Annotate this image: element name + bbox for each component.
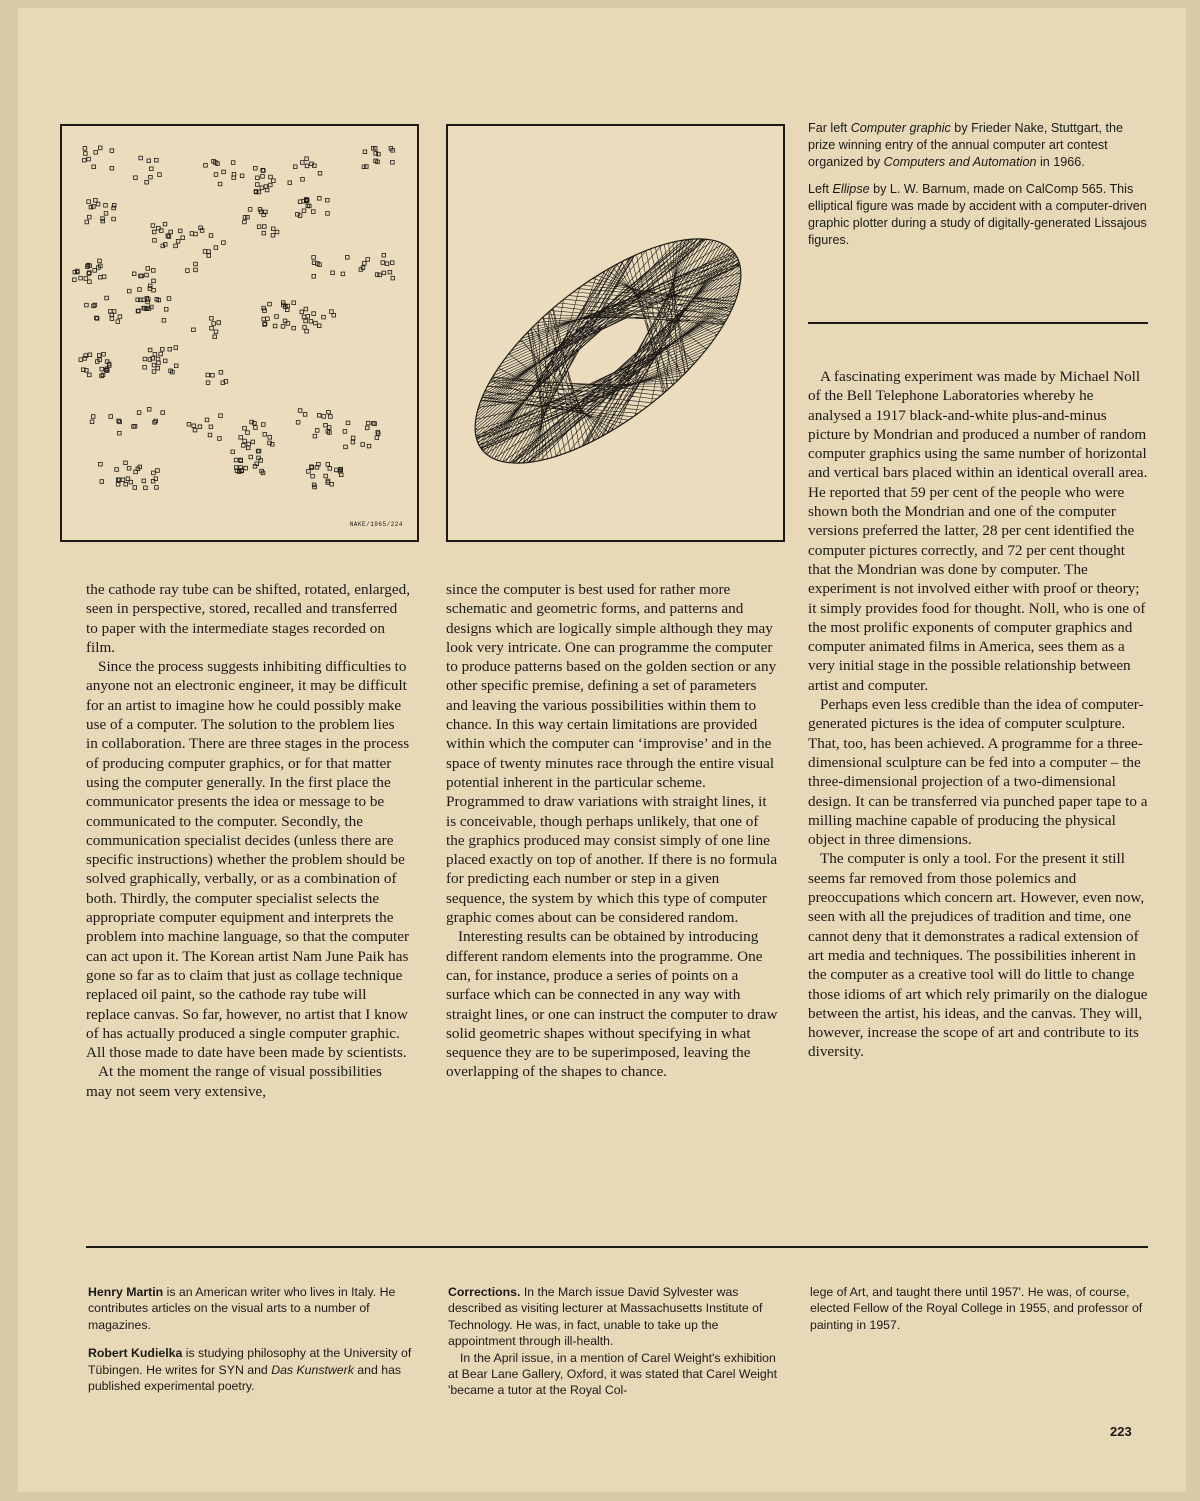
pattern-square bbox=[269, 183, 273, 187]
pattern-square bbox=[232, 176, 236, 180]
pattern-square bbox=[168, 347, 172, 351]
pattern-square bbox=[112, 217, 116, 221]
pattern-square bbox=[311, 474, 315, 478]
pattern-square bbox=[243, 426, 247, 430]
pattern-square bbox=[300, 310, 304, 314]
pattern-square bbox=[304, 307, 308, 311]
pattern-square bbox=[385, 262, 389, 266]
pattern-square bbox=[154, 419, 158, 423]
pattern-square bbox=[152, 269, 156, 273]
pattern-square bbox=[98, 146, 102, 150]
figure-ellipse-barnum bbox=[446, 124, 785, 542]
pattern-square bbox=[330, 310, 334, 314]
pattern-square bbox=[247, 442, 251, 446]
pattern-square bbox=[331, 271, 335, 275]
pattern-square bbox=[104, 204, 108, 208]
pattern-square bbox=[153, 421, 157, 425]
pattern-square bbox=[83, 147, 87, 151]
pattern-square bbox=[324, 423, 328, 427]
pattern-square bbox=[110, 149, 114, 153]
pattern-square bbox=[213, 335, 217, 339]
pattern-square bbox=[152, 471, 156, 475]
paragraph: Since the process suggests inhibiting difficulties to anyone not an electronic engineer, it may be difficult for an artist to imagine how he could possibly make use of a computer. The solution to the problem lies in collaboration. There are three stages in the process of producing computer graphics, or for that matter using the computer generally. In the first place the communicator presents the idea or message to be communicated to the computer. Secondly, the communication specialist decides (unless there are specific instructions) whether the problem should be solved graphically, verbally, or as a combination of both. Thirdly, the computer specialist selects the appropriate computer equipment and interprets the problem into machine language, so that the computer can act upon it. The Korean artist Nam June Paik has gone so far as to claim that just as collage technique replaced oil paint, so the cathode ray tube will replace canvas. So far, however, no artist that I know of has actually produced a single computer graphic. All those made to date have been made by scientists. bbox=[86, 658, 410, 1062]
pattern-square bbox=[382, 271, 386, 275]
pattern-square bbox=[124, 482, 128, 486]
pattern-square bbox=[391, 276, 395, 280]
pattern-square bbox=[322, 415, 326, 419]
pattern-square bbox=[137, 411, 141, 415]
pattern-square bbox=[162, 319, 166, 323]
paragraph: since the computer is best used for rather more schematic and geometric forms, and patterns and designs which are logically simple although they may look very intricate. One can programme the computer to produce patterns based on the golden section or any other specific premise, defining a set of parameters and leaving the various possibilities within them to chance. In this way certain limitations are provided within which the computer can ‘improvise’ and in the space of twenty minutes race through the entire visual potential inherent in the particular scheme. Programmed to draw variations with straight lines, it is conceivable, though perhaps unlikely, that one of the graphics produced may consist simply of one line placed exactly on top of another. If there is no formula for predicting each number or step in a given sequence, the system by which this type of computer graphic comes about can be considered random. bbox=[446, 581, 778, 927]
page-number: 223 bbox=[1110, 1424, 1132, 1439]
pattern-square bbox=[313, 434, 317, 438]
pattern-square bbox=[142, 479, 146, 483]
pattern-square bbox=[254, 426, 258, 430]
pattern-square bbox=[145, 273, 149, 277]
pattern-square bbox=[335, 468, 339, 472]
pattern-square bbox=[87, 157, 91, 161]
pattern-square bbox=[326, 198, 330, 202]
pattern-square bbox=[324, 474, 328, 478]
pattern-square bbox=[152, 288, 156, 292]
pattern-square bbox=[79, 358, 83, 362]
pattern-square bbox=[281, 325, 285, 329]
pattern-square bbox=[88, 215, 92, 219]
figure-computer-graphic-nake bbox=[60, 124, 419, 542]
lissajous-ellipse-drawing bbox=[448, 126, 783, 540]
pattern-square bbox=[326, 212, 330, 216]
pattern-square bbox=[152, 370, 156, 374]
pattern-square bbox=[317, 324, 321, 328]
pattern-square bbox=[242, 444, 246, 448]
pattern-square bbox=[118, 431, 122, 435]
pattern-square bbox=[312, 256, 316, 260]
pattern-square bbox=[90, 420, 94, 424]
pattern-square bbox=[244, 466, 248, 470]
pattern-square bbox=[266, 317, 270, 321]
pattern-square bbox=[73, 270, 77, 274]
pattern-square bbox=[344, 445, 348, 449]
pattern-square bbox=[110, 317, 114, 321]
pattern-square bbox=[256, 183, 260, 187]
pattern-square bbox=[366, 421, 370, 425]
pattern-square bbox=[206, 373, 210, 377]
pattern-square bbox=[94, 151, 98, 155]
pattern-square bbox=[110, 166, 114, 170]
pattern-square bbox=[163, 359, 167, 363]
pattern-square bbox=[174, 346, 178, 350]
pattern-square bbox=[204, 164, 208, 168]
pattern-square bbox=[246, 431, 250, 435]
pattern-square bbox=[121, 478, 125, 482]
pattern-square bbox=[139, 274, 143, 278]
contributors-notes bbox=[88, 1284, 418, 1406]
ellipse-outline bbox=[448, 199, 776, 503]
pattern-square bbox=[388, 270, 392, 274]
pattern-square bbox=[205, 418, 209, 422]
pattern-square bbox=[314, 321, 318, 325]
pattern-square bbox=[92, 165, 96, 169]
pattern-square bbox=[272, 179, 276, 183]
pattern-square bbox=[309, 320, 313, 324]
pattern-square bbox=[248, 208, 252, 212]
pattern-square bbox=[194, 268, 198, 272]
pattern-square bbox=[262, 317, 266, 321]
pattern-square bbox=[105, 296, 109, 300]
pattern-square bbox=[96, 202, 100, 206]
paragraph: The computer is only a tool. For the present it still seems far removed from those polemics and preoccupations which concern art. However, even now, seen with all the prejudices of tradition and time, one cannot deny that it demonstrates a radical extension of art media and techniques. The possibilities inherent in the computer as a creative tool will do little to change those idioms of art which rely primarily on the dialogue between the artist, his ideas, and the canvas. They will, however, increase the scope of art and contribute to its diversity. bbox=[808, 850, 1148, 1061]
pattern-square bbox=[186, 269, 190, 273]
pattern-square bbox=[203, 250, 207, 254]
pattern-square bbox=[181, 236, 185, 240]
pattern-square bbox=[256, 176, 260, 180]
footer-divider bbox=[86, 1246, 1148, 1248]
pattern-square bbox=[124, 461, 128, 465]
pattern-square bbox=[346, 421, 350, 425]
pattern-square bbox=[211, 373, 215, 377]
pattern-square bbox=[193, 428, 197, 432]
pattern-square bbox=[219, 371, 223, 375]
pattern-square bbox=[194, 232, 198, 236]
pattern-square bbox=[219, 414, 223, 418]
pattern-square bbox=[218, 182, 222, 186]
pattern-square bbox=[327, 426, 331, 430]
pattern-square bbox=[312, 275, 316, 279]
pattern-square bbox=[218, 437, 222, 441]
pattern-square bbox=[361, 443, 365, 447]
pattern-square bbox=[84, 277, 88, 281]
paragraph: A fascinating experiment was made by Michael Noll of the Bell Telephone Laboratories whereby he analysed a 1917 black-and-white plus-and-minus picture by Mondrian and produced a number of random computer graphics using the same number of horizontal and vertical bars placed within an identical overall area. He reported that 59 per cent of the people who were shown both the Mondrian and one of the computer versions preferred the latter, 28 per cent identified the computer pictures correctly, and 72 per cent thought that the Mondrian was done by computer. The experiment is not involved either with proof or theory; it simply provides food for thought. Noll, who is one of the most prolific exponents of computer graphics and computer animated films in America, sees them as a very initial stage in the possible relationship between artist and computer. bbox=[808, 368, 1148, 694]
pattern-square bbox=[127, 466, 131, 470]
pattern-square bbox=[152, 363, 156, 367]
pattern-square bbox=[88, 373, 92, 377]
pattern-square bbox=[222, 241, 226, 245]
figure-signature: NAKE/1965/224 bbox=[349, 521, 403, 528]
pattern-square bbox=[214, 246, 218, 250]
pattern-square bbox=[268, 436, 272, 440]
pattern-square bbox=[151, 224, 155, 228]
paragraph: At the moment the range of visual possibilities may not seem very extensive, bbox=[86, 1063, 382, 1100]
pattern-square bbox=[148, 348, 152, 352]
pattern-square bbox=[138, 288, 142, 292]
pattern-square bbox=[234, 458, 238, 462]
correction-april: In the April issue, in a mention of Carel Weight's exhibition at Bear Lane Gallery, Oxford, it was stated that Carel Weight 'became a tutor at the Royal Col- bbox=[448, 1350, 777, 1398]
pattern-square bbox=[174, 244, 178, 248]
pattern-square bbox=[76, 270, 80, 274]
pattern-square bbox=[198, 425, 202, 429]
pattern-square bbox=[246, 446, 250, 450]
pattern-square bbox=[288, 181, 292, 185]
pattern-square bbox=[273, 324, 277, 328]
pattern-square bbox=[257, 456, 261, 460]
pattern-square bbox=[118, 315, 122, 319]
pattern-square bbox=[305, 329, 309, 333]
pattern-square bbox=[207, 250, 211, 254]
pattern-square bbox=[83, 158, 87, 162]
pattern-square bbox=[210, 326, 214, 330]
pattern-square bbox=[363, 262, 367, 266]
caption-nake: Far left Computer graphic by Frieder Nake, Stuttgart, the prize winning entry of the annual computer art contest organized by Computers and Automation in 1966. bbox=[808, 121, 1124, 169]
pattern-square bbox=[303, 326, 307, 330]
pattern-square bbox=[139, 156, 143, 160]
pattern-square bbox=[312, 210, 316, 214]
corrections-continued bbox=[810, 1284, 1148, 1345]
pattern-square bbox=[332, 313, 336, 317]
pattern-square bbox=[132, 272, 136, 276]
body-column-3 bbox=[808, 367, 1148, 1062]
pattern-square bbox=[312, 312, 316, 316]
pattern-square bbox=[298, 200, 302, 204]
pattern-square bbox=[158, 173, 162, 177]
pattern-square bbox=[306, 315, 310, 319]
pattern-square bbox=[178, 229, 182, 233]
pattern-square bbox=[269, 175, 273, 179]
pattern-square bbox=[100, 367, 104, 371]
pattern-square bbox=[116, 483, 120, 487]
pattern-square bbox=[231, 450, 235, 454]
pattern-square bbox=[161, 411, 165, 415]
pattern-square bbox=[94, 199, 98, 203]
pattern-square bbox=[79, 276, 83, 280]
pattern-square bbox=[243, 220, 247, 224]
nake-square-pattern bbox=[62, 126, 417, 540]
pattern-square bbox=[102, 275, 106, 279]
pattern-square bbox=[271, 233, 275, 237]
pattern-square bbox=[128, 289, 132, 293]
pattern-square bbox=[100, 480, 104, 484]
contributor-kudielka: Robert Kudielka is studying philosophy at the University of Tübingen. He writes for SYN and Das Kunstwerk and has published experimental poetry. bbox=[88, 1346, 412, 1394]
pattern-square bbox=[301, 161, 305, 165]
pattern-square bbox=[318, 197, 322, 201]
pattern-square bbox=[275, 230, 279, 234]
pattern-square bbox=[231, 161, 235, 165]
pattern-square bbox=[104, 212, 108, 216]
pattern-square bbox=[167, 297, 171, 301]
pattern-square bbox=[146, 267, 150, 271]
pattern-square bbox=[391, 161, 395, 165]
pattern-square bbox=[322, 315, 326, 319]
pattern-square bbox=[206, 381, 210, 385]
corrections-notes bbox=[448, 1284, 782, 1411]
pattern-square bbox=[156, 366, 160, 370]
pattern-square bbox=[161, 348, 165, 352]
pattern-square bbox=[163, 222, 167, 226]
pattern-square bbox=[156, 469, 160, 473]
pattern-square bbox=[293, 165, 297, 169]
pattern-square bbox=[305, 157, 309, 161]
pattern-square bbox=[143, 357, 147, 361]
body-column-2 bbox=[446, 580, 778, 1082]
pattern-square bbox=[296, 421, 300, 425]
caption-divider bbox=[808, 322, 1148, 324]
pattern-square bbox=[263, 225, 267, 229]
pattern-square bbox=[88, 353, 92, 357]
pattern-square bbox=[166, 234, 170, 238]
pattern-square bbox=[303, 413, 307, 417]
pattern-square bbox=[263, 433, 267, 437]
pattern-square bbox=[304, 319, 308, 323]
pattern-square bbox=[302, 209, 306, 213]
pattern-square bbox=[214, 173, 218, 177]
pattern-square bbox=[169, 230, 173, 234]
pattern-square bbox=[187, 422, 191, 426]
pattern-square bbox=[159, 352, 163, 356]
pattern-square bbox=[339, 473, 343, 477]
pattern-square bbox=[98, 259, 102, 263]
pattern-square bbox=[99, 462, 103, 466]
pattern-square bbox=[133, 486, 137, 490]
pattern-square bbox=[192, 424, 196, 428]
pattern-square bbox=[102, 352, 106, 356]
pattern-square bbox=[97, 354, 101, 358]
ellipse-chords bbox=[475, 239, 741, 463]
pattern-square bbox=[261, 175, 265, 179]
pattern-square bbox=[190, 232, 194, 236]
pattern-square bbox=[87, 200, 91, 204]
pattern-square bbox=[152, 230, 156, 234]
pattern-square bbox=[85, 220, 89, 224]
pattern-square bbox=[73, 278, 77, 282]
pattern-square bbox=[302, 315, 306, 319]
pattern-square bbox=[153, 353, 157, 357]
pattern-square bbox=[260, 186, 264, 190]
pattern-square bbox=[194, 262, 198, 266]
pattern-square bbox=[329, 415, 333, 419]
body-column-1 bbox=[86, 580, 410, 1101]
pattern-square bbox=[222, 170, 226, 174]
pattern-square bbox=[147, 159, 151, 163]
pattern-square bbox=[317, 414, 321, 418]
pattern-square bbox=[292, 301, 296, 305]
pattern-square bbox=[150, 167, 154, 171]
pattern-square bbox=[214, 330, 218, 334]
pattern-square bbox=[145, 180, 149, 184]
pattern-square bbox=[174, 364, 178, 368]
pattern-square bbox=[155, 486, 159, 490]
paragraph: Perhaps even less credible than the idea of computer-generated pictures is the idea of computer sculpture. That, too, has been achieved. A programme for a three-dimensional sculpture can be fed into a computer – the three-dimensional projection of a two-dimensional design. It can be transferred via punched paper tape to a milling machine capable of producing the physical object in three dimensions. bbox=[808, 696, 1148, 849]
figure-caption bbox=[808, 120, 1148, 259]
pattern-square bbox=[147, 408, 151, 412]
pattern-square bbox=[251, 440, 255, 444]
pattern-square bbox=[208, 433, 212, 437]
pattern-square bbox=[351, 440, 355, 444]
pattern-square bbox=[144, 486, 148, 490]
pattern-square bbox=[149, 175, 153, 179]
pattern-square bbox=[91, 415, 95, 419]
pattern-square bbox=[301, 178, 305, 182]
pattern-square bbox=[210, 317, 214, 321]
pattern-square bbox=[99, 275, 103, 279]
pattern-square bbox=[363, 150, 367, 154]
pattern-square bbox=[367, 444, 371, 448]
pattern-square bbox=[327, 410, 331, 414]
pattern-square bbox=[76, 269, 80, 273]
pattern-square bbox=[254, 166, 258, 170]
pattern-square bbox=[115, 468, 119, 472]
pattern-square bbox=[275, 315, 279, 319]
caption-barnum: Left Ellipse by L. W. Barnum, made on CalComp 565. This elliptical figure was made by accident with a computer-driven graphic plotter during a study of digitally-generated Lissajous figures. bbox=[808, 182, 1147, 247]
pattern-square bbox=[259, 459, 263, 463]
pattern-square bbox=[268, 302, 272, 306]
pattern-square bbox=[207, 254, 211, 258]
paragraph: the cathode ray tube can be shifted, rotated, enlarged, seen in perspective, stored, recalled and transferred to paper with the intermediate stages recorded on film. bbox=[86, 581, 411, 656]
pattern-square bbox=[167, 235, 171, 239]
pattern-square bbox=[109, 415, 113, 419]
pattern-square bbox=[192, 328, 196, 332]
pattern-square bbox=[328, 467, 332, 471]
pattern-square bbox=[84, 152, 88, 156]
pattern-square bbox=[258, 208, 262, 212]
pattern-square bbox=[152, 279, 156, 283]
pattern-square bbox=[318, 172, 322, 176]
contributor-martin: Henry Martin is an American writer who lives in Italy. He contributes articles on the visual arts to a number of magazines. bbox=[88, 1285, 396, 1332]
pattern-square bbox=[326, 463, 330, 467]
pattern-square bbox=[85, 303, 89, 307]
pattern-square bbox=[243, 439, 247, 443]
pattern-square bbox=[212, 322, 216, 326]
pattern-square bbox=[346, 256, 350, 260]
pattern-square bbox=[292, 326, 296, 330]
pattern-square bbox=[239, 436, 243, 440]
pattern-square bbox=[217, 321, 221, 325]
pattern-square bbox=[365, 426, 369, 430]
pattern-square bbox=[307, 470, 311, 474]
pattern-square bbox=[262, 231, 266, 235]
pattern-square bbox=[305, 164, 309, 168]
pattern-square bbox=[140, 274, 144, 278]
pattern-square bbox=[153, 239, 157, 243]
pattern-square bbox=[315, 429, 319, 433]
pattern-square bbox=[341, 272, 345, 276]
pattern-square bbox=[93, 269, 97, 273]
pattern-square bbox=[156, 357, 160, 361]
paragraph: Interesting results can be obtained by introducing different random elements into the programme. One can, for instance, produce a series of points on a surface which can be connected in any way with straight lines, or one can instruct the computer to draw solid geometric shapes without specifying in what sequence they are to be superimposed, leaving the overlapping of the shapes to chance. bbox=[446, 928, 778, 1081]
pattern-square bbox=[375, 436, 379, 440]
pattern-square bbox=[232, 172, 236, 176]
correction-april-continued: lege of Art, and taught there until 1957'. He was, of course, elected Fellow of the Royal College in 1955, and professor of painting in 1957. bbox=[810, 1285, 1143, 1332]
pattern-square bbox=[116, 320, 120, 324]
pattern-square bbox=[262, 423, 266, 427]
pattern-square bbox=[298, 409, 302, 413]
pattern-square bbox=[155, 158, 159, 162]
pattern-square bbox=[209, 425, 213, 429]
pattern-square bbox=[249, 455, 253, 459]
pattern-square bbox=[209, 234, 213, 238]
pattern-square bbox=[143, 366, 147, 370]
pattern-square bbox=[240, 174, 244, 178]
pattern-square bbox=[382, 253, 386, 257]
pattern-square bbox=[351, 436, 355, 440]
pattern-square bbox=[88, 280, 92, 284]
pattern-square bbox=[390, 261, 394, 265]
pattern-square bbox=[164, 308, 168, 312]
pattern-square bbox=[343, 430, 347, 434]
pattern-square bbox=[257, 225, 261, 229]
pattern-square bbox=[176, 239, 180, 243]
pattern-square bbox=[366, 258, 370, 262]
pattern-square bbox=[134, 176, 138, 180]
pattern-square bbox=[330, 482, 334, 486]
pattern-square bbox=[157, 361, 161, 365]
pattern-square bbox=[381, 261, 385, 265]
pattern-square bbox=[271, 227, 275, 231]
correction-march: Corrections. In the March issue David Sylvester was described as visiting lecturer at Massachusetts Institute of Technology. He was, in fact, unable to take up the appointment through ill-health. bbox=[448, 1285, 763, 1349]
